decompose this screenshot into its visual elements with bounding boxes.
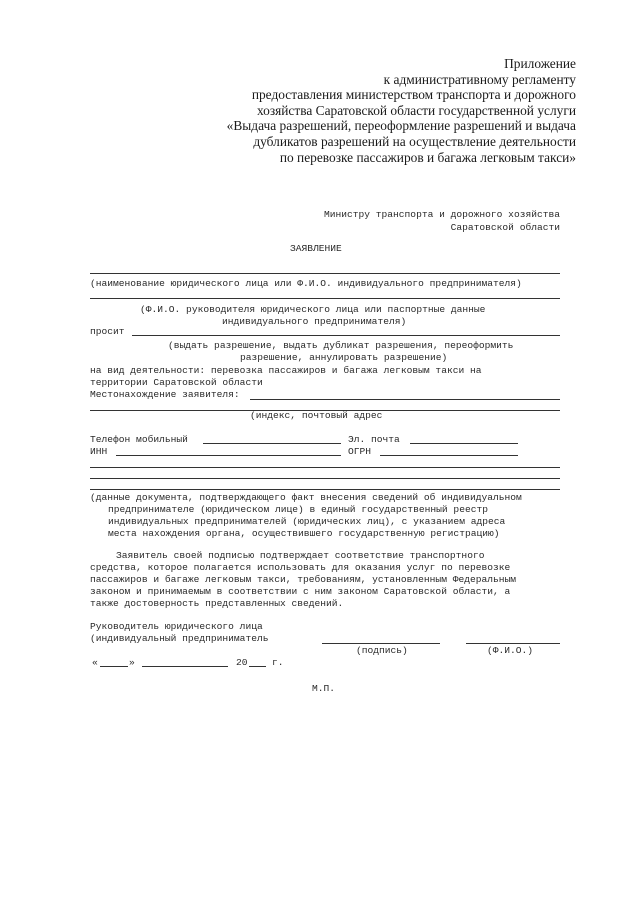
appendix-header <box>227 56 576 165</box>
location-field[interactable] <box>250 399 560 400</box>
director-field[interactable] <box>90 298 560 299</box>
inn-label: ИНН <box>90 446 108 457</box>
signature-field[interactable] <box>322 643 440 644</box>
date-close-quote: » <box>129 657 135 668</box>
header-line: дубликатов разрешений на осуществление деятельности <box>253 133 576 149</box>
date-year-suffix: г. <box>272 657 284 668</box>
confirmation-text: законом и принимаемым в соответствии с ним законом Саратовской области, а <box>90 586 511 597</box>
confirmation-text: пассажиров и багаже легковым такси, требованиям, установленным Федеральным <box>90 574 517 585</box>
confirmation-text: также достоверность представленных сведений. <box>90 598 344 609</box>
applicant-name-field[interactable] <box>90 273 560 274</box>
director-caption: (Ф.И.О. руководителя юридического лица или паспортные данные <box>140 304 486 315</box>
confirmation-text: Заявитель своей подписью подтверждает соответствие транспортного <box>116 550 485 561</box>
email-field[interactable] <box>410 443 518 444</box>
date-month-field[interactable] <box>142 666 228 667</box>
signer-label: (индивидуальный предприниматель <box>90 633 269 644</box>
confirmation-text: средства, которое полагается использовать для оказания услуг по перевозке <box>90 562 511 573</box>
registry-caption: (данные документа, подтверждающего факт внесения сведений об индивидуальном <box>90 492 522 503</box>
ogrn-field[interactable] <box>380 455 518 456</box>
fio-caption: (Ф.И.О.) <box>487 645 534 656</box>
addressee-line: Министру транспорта и дорожного хозяйства <box>323 209 560 220</box>
ogrn-label: ОГРН <box>348 446 372 457</box>
addressee-line: Саратовской области <box>450 222 560 233</box>
asks-caption: разрешение, аннулировать разрешение) <box>240 352 448 363</box>
asks-caption: (выдать разрешение, выдать дубликат разрешения, переоформить <box>168 340 514 351</box>
fio-field[interactable] <box>466 643 560 644</box>
registry-caption: места нахождения органа, осуществившего государственную регистрацию) <box>108 528 500 539</box>
header-line: «Выдача разрешений, переоформление разрешений и выдача <box>226 118 576 134</box>
location-label: Местонахождение заявителя: <box>90 389 240 400</box>
stamp-place: М.П. <box>312 683 336 694</box>
header-line: к административному регламенту <box>383 71 576 87</box>
date-day-field[interactable] <box>100 666 128 667</box>
date-year-prefix: 20 <box>236 657 248 668</box>
registry-caption: предпринимателе (юридическом лице) в единый государственный реестр <box>108 504 488 515</box>
asks-label: просит <box>90 326 125 337</box>
activity-line: территории Саратовской области <box>90 377 263 388</box>
signer-label: Руководитель юридического лица <box>90 621 263 632</box>
activity-line: на вид деятельности: перевозка пассажиров и багажа легковым такси на <box>90 365 482 376</box>
email-label: Эл. почта <box>348 434 400 445</box>
header-line: хозяйства Саратовской области государственной услуги <box>256 102 576 118</box>
signature-caption: (подпись) <box>356 645 408 656</box>
registry-field[interactable] <box>90 467 560 468</box>
date-year-field[interactable] <box>249 666 266 667</box>
address-caption: (индекс, почтовый адрес <box>250 410 383 421</box>
applicant-caption: (наименование юридического лица или Ф.И.О. индивидуального предпринимателя) <box>90 278 522 289</box>
phone-field[interactable] <box>203 443 341 444</box>
header-line: по перевозке пассажиров и багажа легковым такси» <box>279 149 576 165</box>
director-caption: индивидуального предпринимателя) <box>222 316 407 327</box>
header-line: предоставления министерством транспорта и дорожного <box>251 87 576 103</box>
registry-field[interactable] <box>90 478 560 479</box>
phone-label: Телефон мобильный <box>90 434 188 445</box>
header-line: Приложение <box>504 56 576 71</box>
inn-field[interactable] <box>116 455 341 456</box>
form-title: ЗАЯВЛЕНИЕ <box>290 243 342 254</box>
registry-caption: индивидуальных предпринимателей (юридических лиц), с указанием адреса <box>108 516 506 527</box>
date-open-quote: « <box>92 657 98 668</box>
registry-field[interactable] <box>90 489 560 490</box>
asks-field[interactable] <box>132 335 560 336</box>
